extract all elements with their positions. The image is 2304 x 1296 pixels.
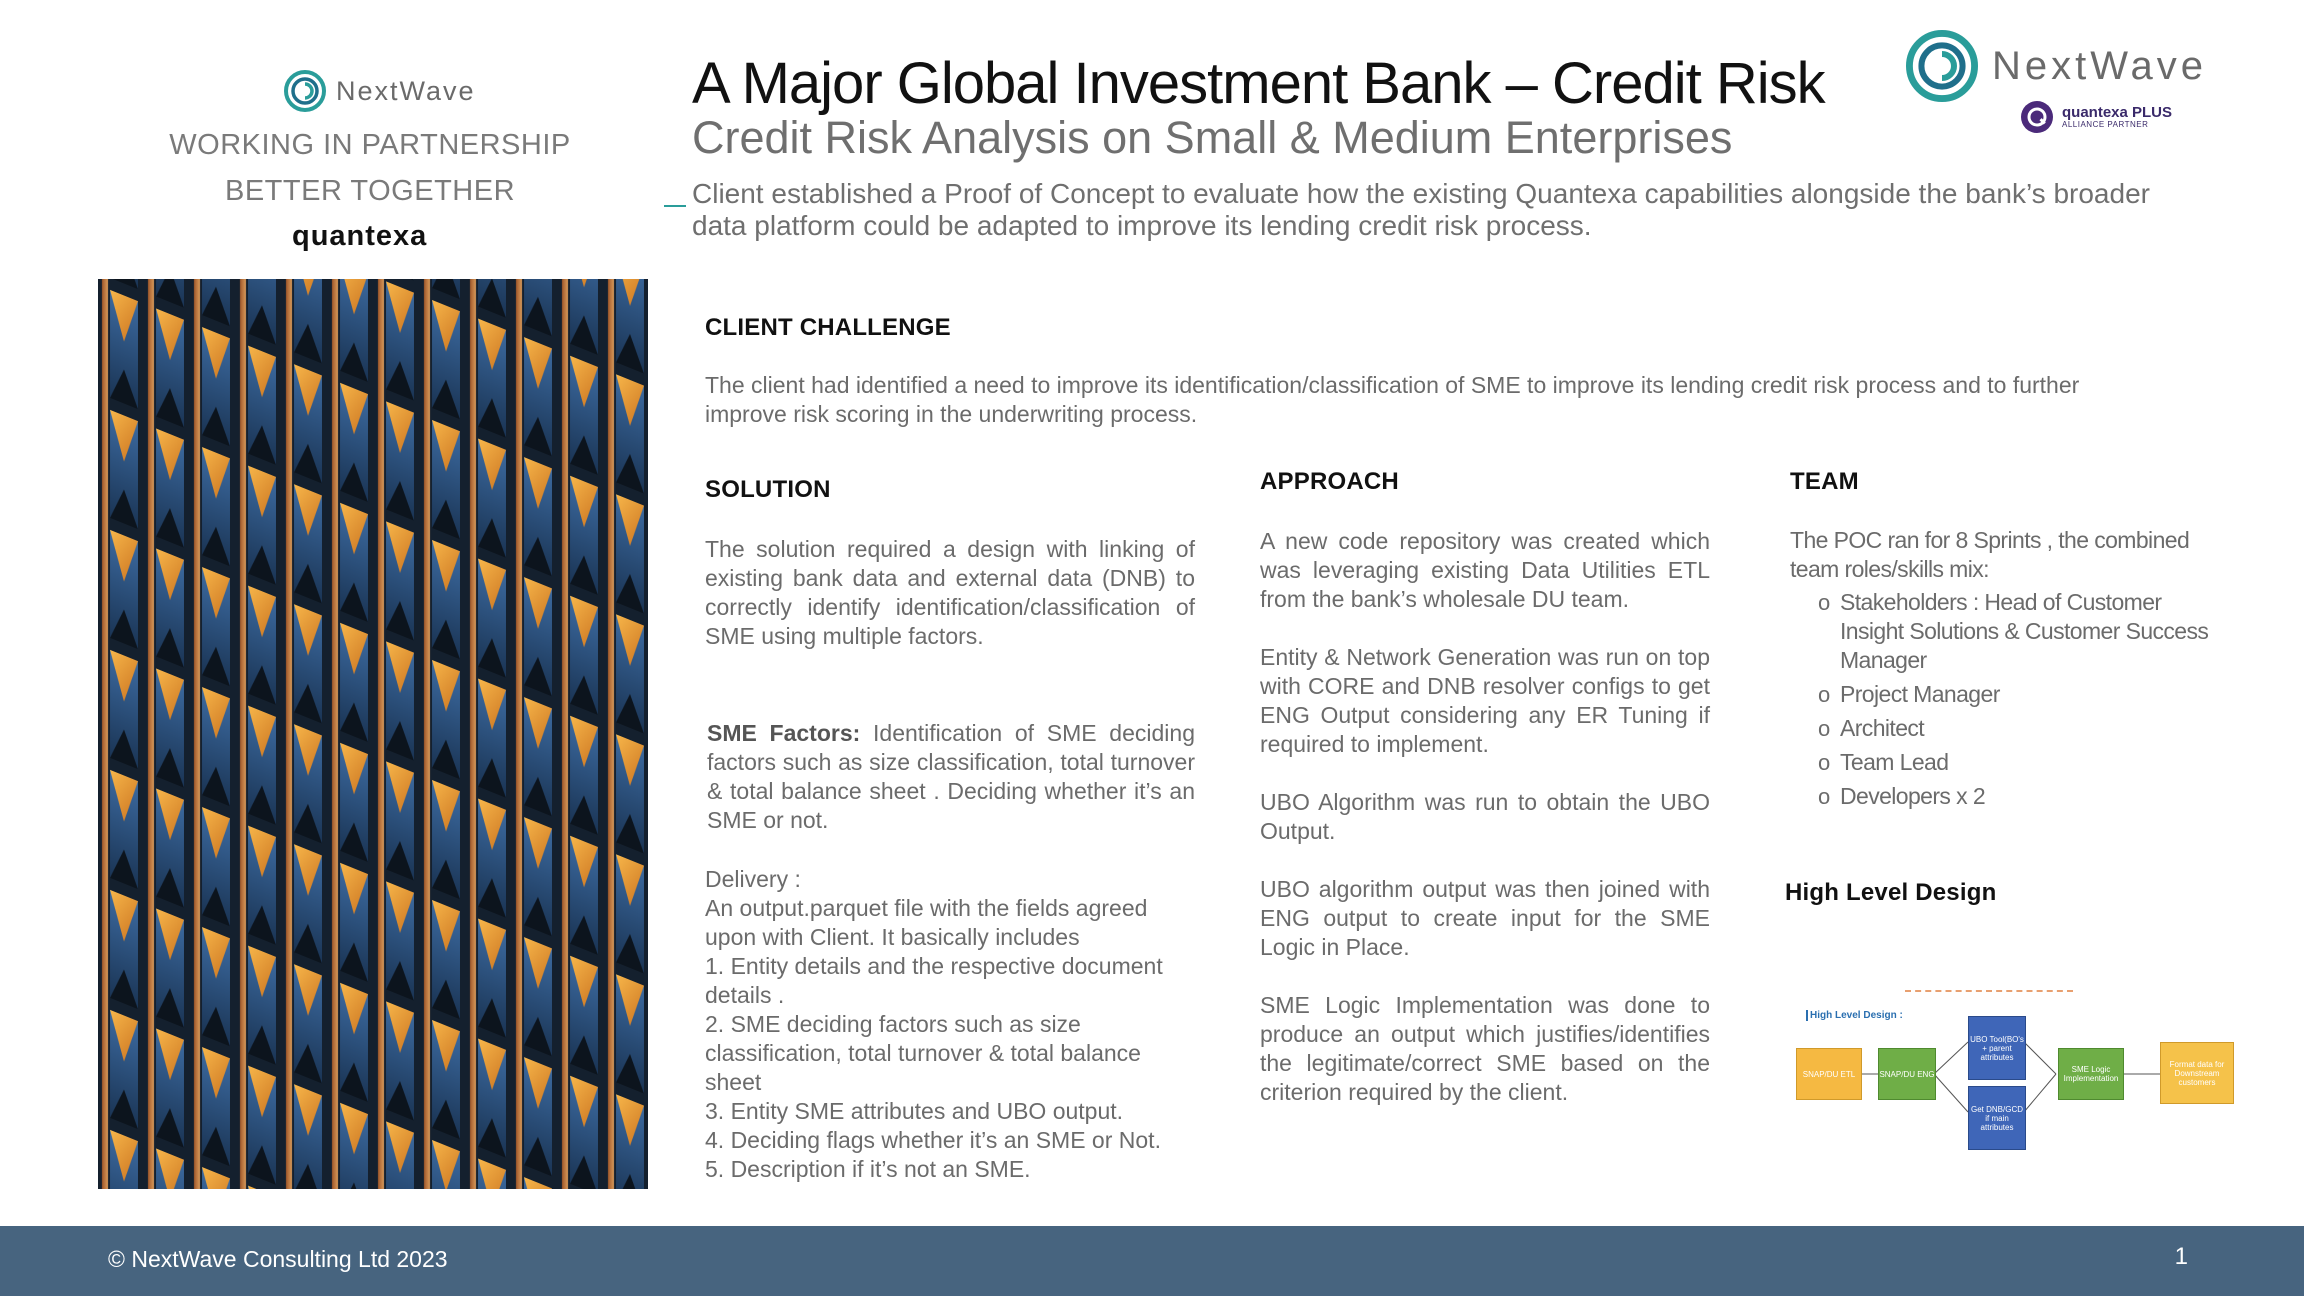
building-facade-graphic — [98, 279, 648, 1189]
delivery-line: 4. Deciding flags whether it’s an SME or Not. — [705, 1127, 1161, 1153]
intro-text: Client established a Proof of Concept to evaluate how the existing Quantexa capabilities alongside the bank’s broader data platform could be adapted to improve its lending credit risk process. — [692, 178, 2150, 241]
team-heading: TEAM — [1790, 468, 1859, 495]
sme-factors-paragraph — [707, 719, 1195, 835]
approach-paragraph: UBO algorithm output was then joined with ENG output to create input for the SME Logic in Place. — [1260, 876, 1710, 960]
delivery-block — [705, 865, 1195, 1184]
sme-factors-text: Identification of SME deciding factors such as size classification, total turnover & total balance sheet . Deciding whether it’s an SME or not. — [707, 720, 1195, 833]
approach-body — [1260, 527, 1710, 1107]
page-number: 1 — [2174, 1243, 2188, 1270]
team-member-item: o Developers x 2 — [1818, 782, 2218, 811]
nextwave-wordmark-small: NextWave — [336, 75, 476, 106]
nextwave-swirl-large-icon — [1906, 30, 1978, 102]
hld-heading: High Level Design — [1785, 879, 1997, 906]
building-facade-image — [98, 279, 648, 1189]
partnership-line-2: BETTER TOGETHER — [224, 175, 516, 207]
delivery-line: Delivery : — [705, 866, 801, 892]
hld-box-sme-logic: SME Logic Implementation — [2058, 1048, 2124, 1100]
approach-paragraph: Entity & Network Generation was run on top with CORE and DNB resolver configs to get ENG Output considering any ER Tuning if required to implement. — [1260, 644, 1710, 757]
approach-paragraph: A new code repository was created which was leveraging existing Data Utilities ETL from the bank’s wholesale DU team. — [1260, 528, 1710, 612]
team-member-item: o Project Manager — [1818, 680, 2218, 709]
approach-paragraph: UBO Algorithm was run to obtain the UBO Output. — [1260, 789, 1710, 844]
delivery-line: 2. SME deciding factors such as size classification, total turnover & total balance sheet — [705, 1011, 1141, 1095]
hld-diagram-title: High Level Design : — [1806, 1010, 1903, 1021]
solution-heading: SOLUTION — [705, 476, 831, 503]
footer-bar — [0, 1226, 2304, 1296]
approach-heading: APPROACH — [1260, 468, 1399, 495]
delivery-line: 3. Entity SME attributes and UBO output. — [705, 1098, 1124, 1124]
page-title: A Major Global Investment Bank – Credit Risk — [692, 51, 1825, 116]
nextwave-logo-small — [284, 70, 476, 112]
hld-box-snap-eng: SNAP/DU ENG — [1878, 1048, 1936, 1100]
team-intro: The POC ran for 8 Sprints , the combined team roles/skills mix: — [1790, 527, 2190, 582]
team-members-list — [1818, 588, 2218, 816]
delivery-line: 1. Entity details and the respective document details . — [705, 953, 1163, 1008]
nextwave-wordmark-large: NextWave — [1992, 43, 2208, 88]
solution-paragraph: The solution required a design with linking of existing bank data and external data (DNB) to correctly identify identification/classification of SME using multiple factors. — [705, 536, 1195, 649]
page-subtitle: Credit Risk Analysis on Small & Medium Enterprises — [692, 112, 1733, 163]
footer-copyright: © NextWave Consulting Ltd 2023 — [108, 1246, 448, 1272]
client-challenge-heading: CLIENT CHALLENGE — [705, 314, 951, 341]
quantexa-logo: quantexa — [292, 220, 428, 252]
team-member-item: o Team Lead — [1818, 748, 2218, 777]
quantexa-plus-name: quantexa PLUS — [2062, 104, 2173, 121]
nextwave-logo-large — [1906, 30, 2207, 102]
quantexa-plus-badge — [2020, 100, 2172, 134]
approach-paragraph: SME Logic Implementation was done to produce an output which justifies/identifies the legitimate/correct SME based on the criterion required by the client. — [1260, 992, 1710, 1105]
quantexa-plus-icon — [2020, 100, 2054, 134]
client-challenge-text: The client had identified a need to improve its identification/classification of SME to improve its lending credit risk process and to further improve risk scoring in the underwriting process. — [705, 372, 2080, 427]
alliance-partner-label: ALLIANCE PARTNER — [2062, 120, 2149, 129]
delivery-line: 5. Description if it’s not an SME. — [705, 1156, 1031, 1182]
team-member-item: o Architect — [1818, 714, 2218, 743]
hld-box-ubo: UBO Tool(BO's + parent attributes — [1968, 1016, 2026, 1080]
partnership-line-1: WORKING IN PARTNERSHIP — [169, 129, 571, 161]
sme-factors-label: SME Factors: — [707, 720, 861, 746]
intro-dash-decoration — [664, 205, 686, 207]
hld-box-dnb: Get DNB/GCD if main attributes — [1968, 1086, 2026, 1150]
nextwave-swirl-icon — [284, 70, 326, 112]
hld-box-final-data: Format data for Downstream customers — [2160, 1042, 2234, 1104]
hld-box-snap-etl: SNAP/DU ETL — [1796, 1048, 1862, 1100]
hld-dashed-line — [1905, 990, 2073, 992]
delivery-line: An output.parquet file with the fields agreed upon with Client. It basically includes — [705, 895, 1148, 950]
team-member-item: o Stakeholders : Head of Customer Insight Solutions & Customer Success Manager — [1818, 588, 2218, 675]
